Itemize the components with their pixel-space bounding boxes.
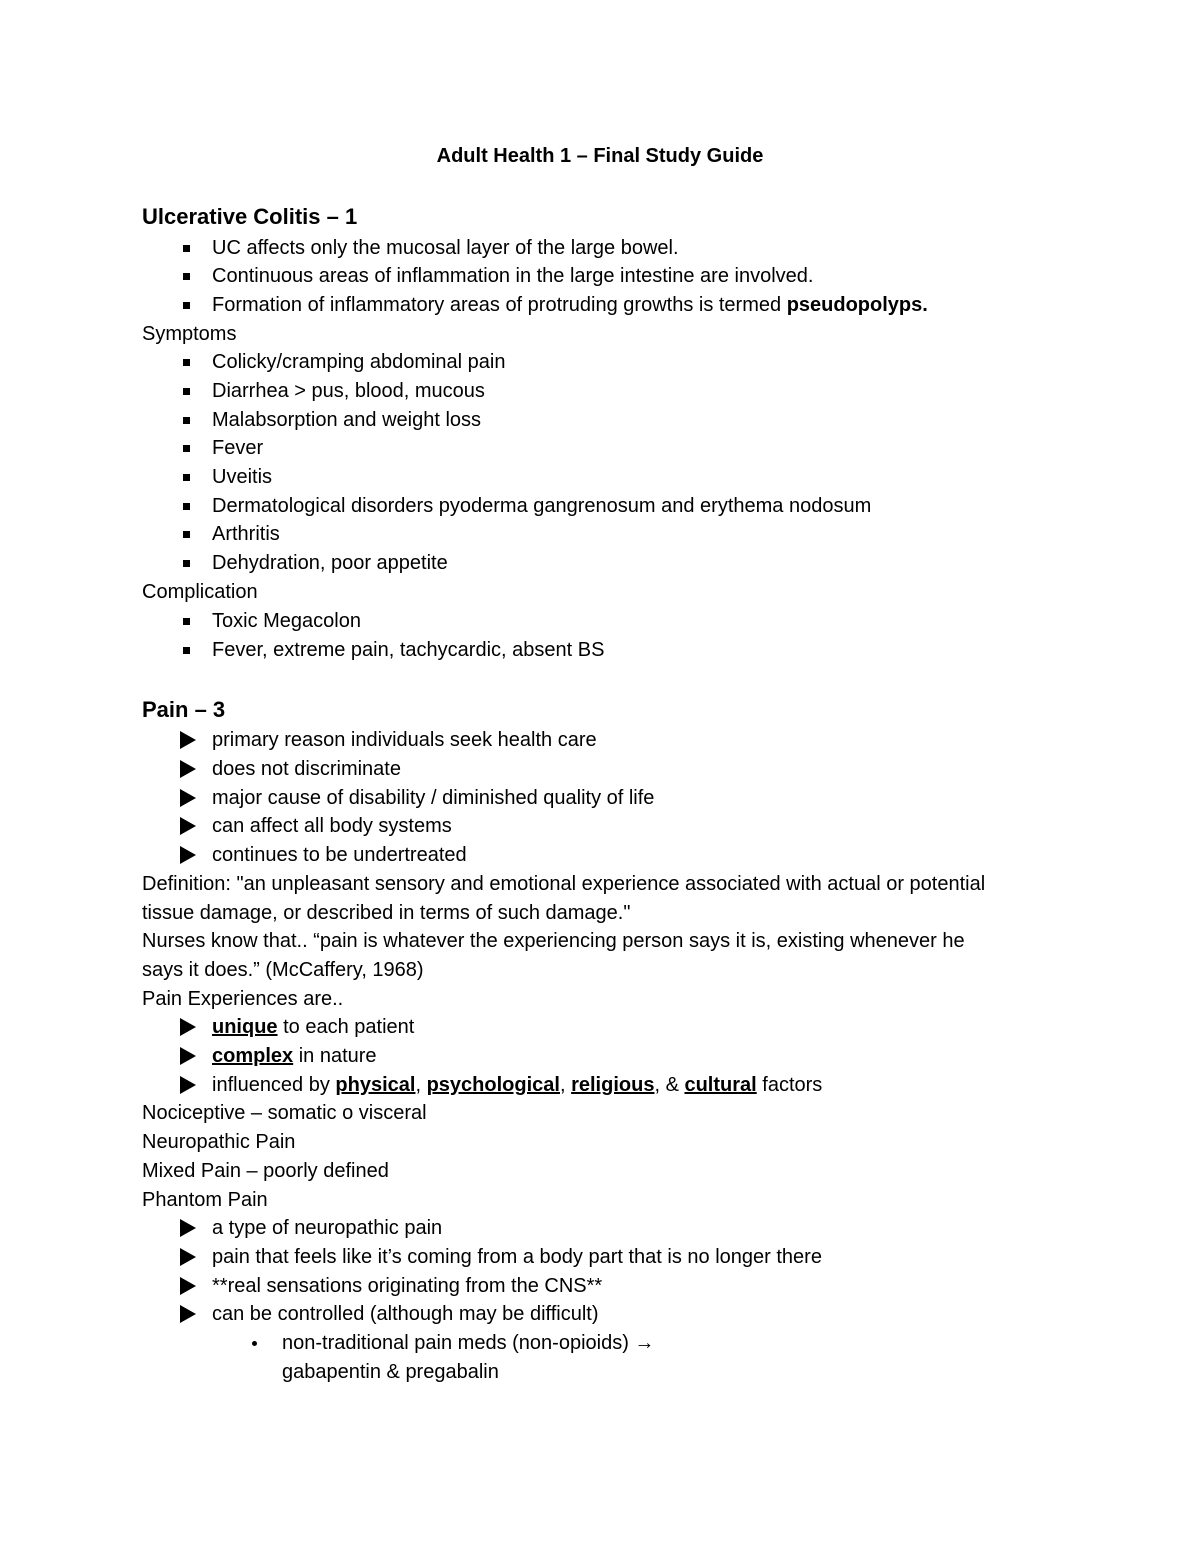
uc-intro-item <box>212 261 813 291</box>
arrow-bullet-icon <box>176 1242 196 1272</box>
meds-text: non-traditional pain meds (non-opioids) → <box>282 1332 655 1354</box>
experience-text: to each patient <box>277 1016 415 1038</box>
square-bullet-icon <box>176 290 196 320</box>
pain-type-line: Neuropathic Pain <box>142 1131 296 1153</box>
uc-intro-text: Continuous areas of inflammation in the large intestine are involved. <box>212 265 814 287</box>
symptom-item <box>212 405 481 435</box>
pain-point-item <box>212 725 597 755</box>
uc-formation-item <box>212 290 928 320</box>
symptom-text: Dehydration, poor appetite <box>212 552 448 574</box>
pain-heading: Pain – 3 <box>142 697 226 722</box>
complication-item <box>212 635 604 665</box>
square-bullet-icon <box>176 462 196 492</box>
symptom-text: Diarrhea > pus, blood, mucous <box>212 380 485 402</box>
phantom-point-item <box>212 1242 822 1272</box>
pain-point-item <box>212 754 401 784</box>
separator-text: , <box>559 1074 572 1096</box>
separator-text: , & <box>654 1074 685 1096</box>
complication-item <box>212 606 361 636</box>
symptom-item <box>212 519 280 549</box>
definition-line: tissue damage, or described in terms of such damage." <box>142 902 631 924</box>
emphasis-word: unique <box>212 1016 278 1038</box>
factor-word: cultural <box>684 1074 757 1096</box>
symptom-text: Malabsorption and weight loss <box>212 409 482 431</box>
phantom-point-text: pain that feels like it’s coming from a body part that is no longer there <box>212 1246 822 1268</box>
experience-text: in nature <box>293 1045 377 1067</box>
arrow-bullet-icon <box>176 1299 196 1329</box>
factor-word: physical <box>335 1074 416 1096</box>
experience-item <box>212 1041 377 1071</box>
arrow-bullet-icon <box>176 1070 196 1100</box>
arrow-bullet-icon <box>176 1041 196 1071</box>
nurses-quote-line: Nurses know that.. “pain is whatever the experiencing person says it is, existing whenever he <box>142 930 965 952</box>
definition-line: Definition: "an unpleasant sensory and emotional experience associated with actual or potential <box>142 873 986 895</box>
pain-point-text: major cause of disability / diminished quality of life <box>212 787 655 809</box>
pain-point-text: primary reason individuals seek health care <box>212 729 597 751</box>
symptom-text: Colicky/cramping abdominal pain <box>212 351 506 373</box>
symptom-item <box>212 376 485 406</box>
arrow-bullet-icon <box>176 811 196 841</box>
square-bullet-icon <box>176 233 196 263</box>
experiences-label: Pain Experiences are.. <box>142 988 344 1010</box>
experience-text: factors <box>756 1074 823 1096</box>
document-title: Adult Health 1 – Final Study Guide <box>436 145 764 167</box>
pain-point-item <box>212 783 654 813</box>
factor-word: religious <box>571 1074 655 1096</box>
phantom-point-item <box>212 1213 442 1243</box>
symptoms-label: Symptoms <box>142 323 237 345</box>
phantom-point-text: can be controlled (although may be difficult) <box>212 1303 599 1325</box>
uc-formation-term: pseudopolyps. <box>786 294 928 316</box>
square-bullet-icon <box>176 433 196 463</box>
experience-item <box>212 1012 414 1042</box>
square-bullet-icon <box>176 491 196 521</box>
arrow-bullet-icon <box>176 1012 196 1042</box>
pain-point-text: continues to be undertreated <box>212 844 467 866</box>
arrow-bullet-icon <box>176 1271 196 1301</box>
symptom-text: Uveitis <box>212 466 273 488</box>
square-bullet-icon <box>176 519 196 549</box>
meds-item <box>282 1328 654 1358</box>
separator-text: , <box>415 1074 427 1096</box>
symptom-text: Fever <box>212 437 264 459</box>
arrow-bullet-icon <box>176 1213 196 1243</box>
uc-formation-text: Formation of inflammatory areas of protruding growths is termed <box>212 294 787 316</box>
arrow-bullet-icon <box>176 840 196 870</box>
uc-heading: Ulcerative Colitis – 1 <box>142 204 358 229</box>
symptom-item <box>212 491 871 521</box>
square-bullet-icon <box>176 405 196 435</box>
square-bullet-icon <box>176 376 196 406</box>
pain-point-text: can affect all body systems <box>212 815 452 837</box>
phantom-point-text: a type of neuropathic pain <box>212 1217 443 1239</box>
uc-intro-text: UC affects only the mucosal layer of the large bowel. <box>212 237 679 259</box>
square-bullet-icon <box>176 606 196 636</box>
pain-type-line: Nociceptive – somatic o visceral <box>142 1102 427 1124</box>
symptom-text: Dermatological disorders pyoderma gangrenosum and erythema nodosum <box>212 495 872 517</box>
complication-text: Toxic Megacolon <box>212 610 361 632</box>
symptom-item <box>212 433 263 463</box>
square-bullet-icon <box>176 347 196 377</box>
arrow-bullet-icon <box>176 754 196 784</box>
pain-type-line: Mixed Pain – poorly defined <box>142 1160 389 1182</box>
pain-point-text: does not discriminate <box>212 758 401 780</box>
square-bullet-icon <box>176 548 196 578</box>
square-bullet-icon <box>176 261 196 291</box>
phantom-point-item <box>212 1271 602 1301</box>
dot-bullet-icon <box>244 1328 264 1358</box>
emphasis-word: complex <box>212 1045 294 1067</box>
nurses-quote-line: says it does.” (McCaffery, 1968) <box>142 959 424 981</box>
pain-point-item <box>212 840 467 870</box>
symptom-item <box>212 462 272 492</box>
arrow-bullet-icon <box>176 725 196 755</box>
phantom-point-text: **real sensations originating from the CNS** <box>212 1275 603 1297</box>
symptom-item <box>212 548 448 578</box>
factor-word: psychological <box>426 1074 560 1096</box>
pain-type-line: Phantom Pain <box>142 1189 268 1211</box>
arrow-bullet-icon <box>176 783 196 813</box>
complication-label: Complication <box>142 581 258 603</box>
meds-continuation: gabapentin & pregabalin <box>282 1361 499 1383</box>
symptom-item <box>212 347 505 377</box>
uc-intro-item <box>212 233 679 263</box>
phantom-point-item <box>212 1299 599 1329</box>
complication-text: Fever, extreme pain, tachycardic, absent BS <box>212 639 605 661</box>
experience-item <box>212 1070 822 1100</box>
square-bullet-icon <box>176 635 196 665</box>
experience-text: influenced by <box>212 1074 336 1096</box>
pain-point-item <box>212 811 452 841</box>
symptom-text: Arthritis <box>212 523 280 545</box>
